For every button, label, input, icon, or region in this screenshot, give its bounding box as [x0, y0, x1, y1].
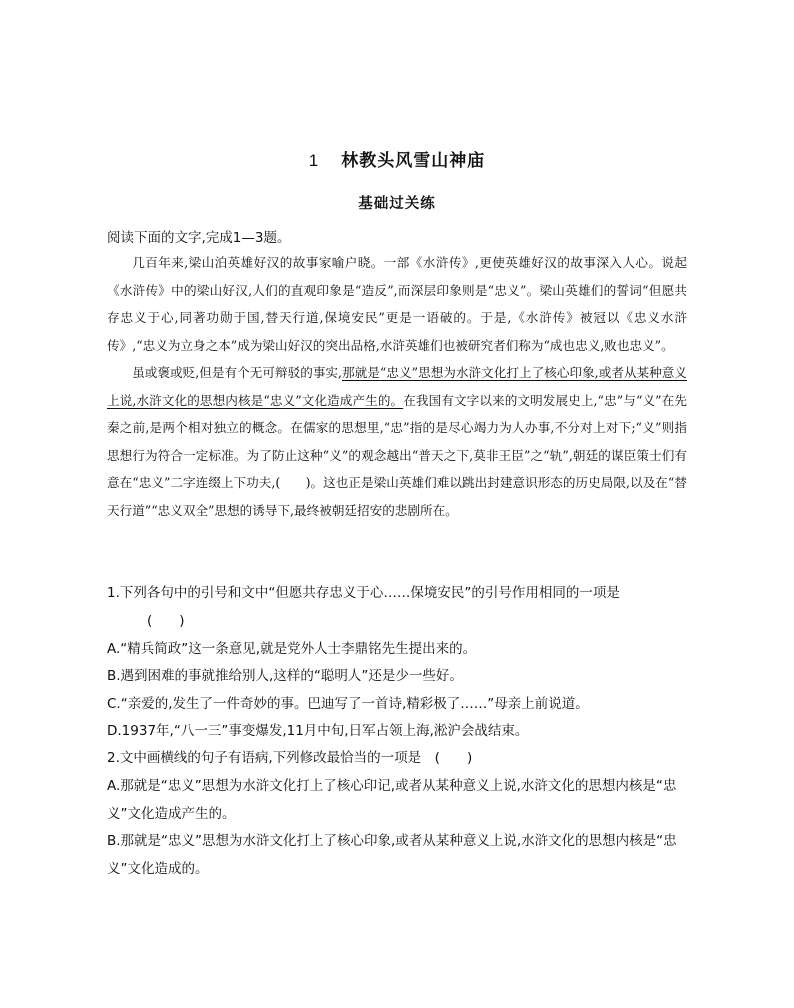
lesson-title-text: 林教头风雪山神庙: [341, 151, 486, 171]
passage-paragraph-1: 几百年来,梁山泊英雄好汉的故事家喻户晓。一部《水浒传》,更使英雄好汉的故事深入人心。说起《水浒传》中的梁山好汉,人们的直观印象是“造反”,而深层印象则是“忠义”。梁山英雄们的誓词“但愿共存忠义于心,同著功勋于国,替天行道,保境安民”更是一语破的。于是,《水浒传》被冠以《忠义水浒传》,“忠义为立身之本”成为梁山好汉的突出品格,水浒英雄们也被研究者们称为“成也忠义,败也忠义”。: [107, 255, 687, 353]
passage-p2-rest: 在我国有文字以来的文明发展史上,“忠”与“义”在先秦之前,是两个相对独立的概念。在儒家的思想里,“忠”指的是尽心竭力为人办事,不分对上对下;“义”则指思想行为符合一定标准。为了防止这种“义”的观念越出“普天之下,莫非王臣”之“轨”,朝廷的谋臣策士们有意在“忠义”二字连缀上下功夫,( )。这也正是梁山英雄们难以跳出封建意识形态的历史局限,以及在“替天行道”“忠义双全”思想的诱导下,最终被朝廷招安的悲剧所在。: [107, 392, 687, 518]
lesson-number: 1: [308, 151, 320, 170]
question-2-option-b: B.那就是“忠义”思想为水浒文化打上了核心印象,或者从某种意义上说,水浒文化的思想内核是“忠义”文化造成的。: [107, 833, 677, 877]
question-1-text: 1.下列各句中的引号和文中“但愿共存忠义于心……保境安民”的引号作用相同的一项是: [107, 585, 620, 601]
underlined-sentence: 那就是“忠义”思想为水浒文化打上了核心印象,或者从某种意义上说,水浒文化的思想内核是“忠义”文化造成产生的。: [107, 365, 687, 408]
question-1-stem: [107, 580, 687, 635]
answer-blank-2: ( ): [434, 750, 473, 766]
passage-paragraph-2: [107, 359, 687, 525]
answer-blank-1: ( ): [147, 612, 185, 629]
question-1-option-a: A.“精兵简政”这一条意见,就是党外人士李鼎铭先生提出来的。: [107, 641, 477, 657]
question-2-option-a: A.那就是“忠义”思想为水浒文化打上了核心印记,或者从某种意义上说,水浒文化的思想内核是“忠义”文化造成产生的。: [107, 778, 677, 822]
passage-p2-lead: 虽或褒或贬,但是有个无可辩驳的事实,: [132, 365, 343, 380]
reading-instruction: 阅读下面的文字,完成1—3题。: [107, 230, 291, 246]
question-1-option-d: D.1937年,“八一三”事变爆发,11月中旬,日军占领上海,淞沪会战结束。: [107, 723, 529, 739]
lesson-title: [0, 146, 794, 171]
section-subtitle: 基础过关练: [358, 196, 436, 212]
question-1-option-b: B.遇到困难的事就推给别人,这样的“聪明人”还是少一些好。: [107, 668, 463, 684]
question-2-stem: [107, 745, 687, 773]
question-1-option-c: C.“亲爱的,发生了一件奇妙的事。巴迪写了一首诗,精彩极了……”母亲上前说道。: [107, 696, 589, 712]
question-2-text: 2.文中画横线的句子有语病,下列修改最恰当的一项是: [107, 750, 422, 766]
